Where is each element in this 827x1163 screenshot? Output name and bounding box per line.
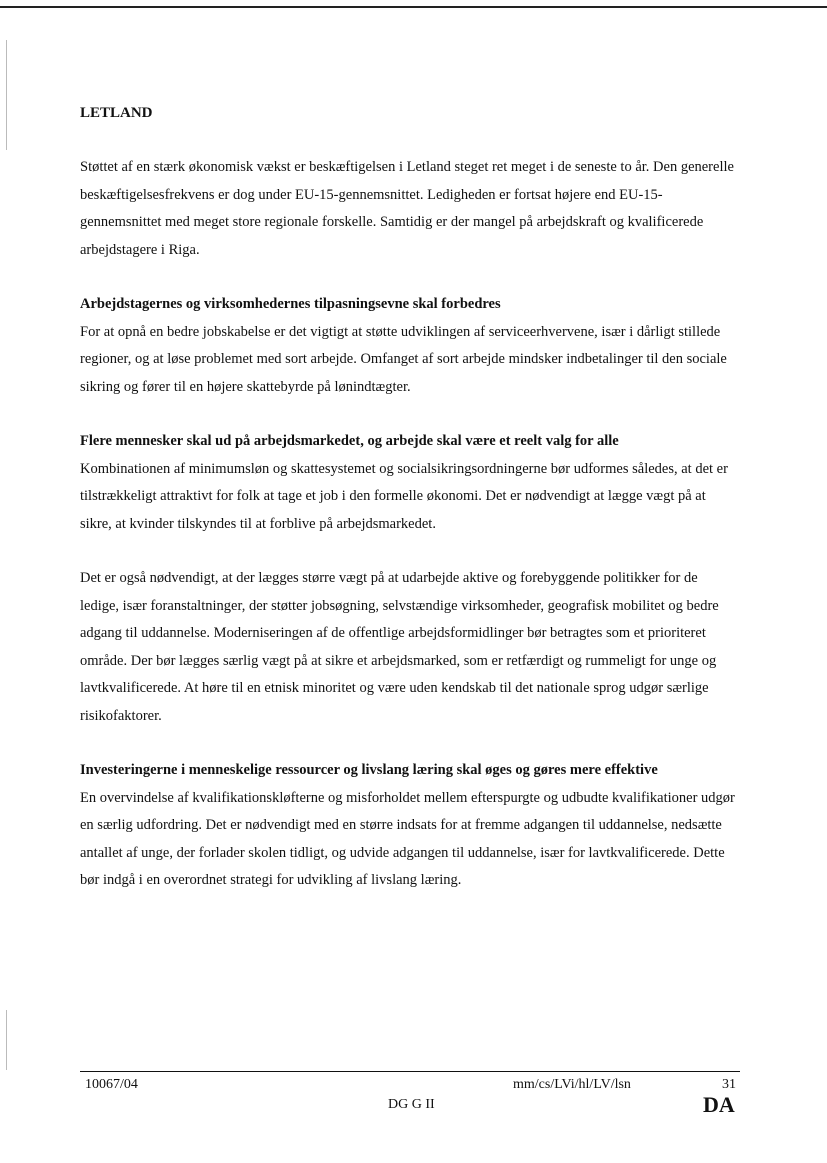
document-title: LETLAND (80, 105, 153, 121)
section-paragraph: Det er også nødvendigt, at der lægges større vægt på at udarbejde aktive og forebyggende politikker for de ledige, især foranstaltninger, der støtter jobsøgning, selvstændige virksomheder, geografisk mobilitet og bedre adgang til uddannelse. Moderniseringen af de offentlige arbejdsformidlinger bør betragtes som et prioriteret område. Der bør lægges særlig vægt på at sikre et arbejdsmarked, som er retfærdigt og rummeligt for unge og lavtkvalificerede. At høre til en etnisk minoritet og være uden kendskab til det nationale sprog udgør særlige risikofaktorer. (80, 570, 719, 724)
footer-page-number: 31 (722, 1077, 736, 1092)
section-heading: Flere mennesker skal ud på arbejdsmarkedet, og arbejde skal være et reelt valg for alle (80, 433, 619, 449)
footer-language: DA (703, 1092, 735, 1117)
section-heading: Arbejdstagernes og virksomhedernes tilpasningsevne skal forbedres (80, 296, 501, 312)
section-paragraph: For at opnå en bedre jobskabelse er det vigtigt at støtte udviklingen af serviceerhvervene, især i dårligt stillede regioner, og at løse problemet med sort arbejde. Omfanget af sort arbejde mindsker indbetalinger til den sociale sikring og fører til en højere skattebyrde på lønindtægter. (80, 323, 727, 395)
scan-margin-mark (6, 40, 7, 150)
section-adaptability (80, 291, 740, 401)
scan-margin-mark (6, 1010, 7, 1070)
section-human-resources (80, 757, 740, 895)
footer-code: mm/cs/LVi/hl/LV/lsn (513, 1077, 631, 1092)
top-border-line (0, 0, 827, 8)
section-paragraph: Kombinationen af minimumsløn og skattesystemet og socialsikringsordningerne bør udformes således, at det er tilstrækkeligt attraktivt for folk at tage et job i den formelle økonomi. Det er nødvendigt at lægge vægt på at sikre, at kvinder tilskyndes til at forblive på arbejdsmarkedet. (80, 460, 728, 532)
section-paragraph: En overvindelse af kvalifikationskløfterne og misforholdet mellem efterspurgte og udbudte kvalifikationer udgør en særlig udfordring. Det er nødvendigt med en større indsats for at fremme adgangen til uddannelse, nedsætte antallet af unge, der forlader skolen tidligt, og udvide adgangen til uddannelse, især for lavtkvalificerede. Dette bør indgå i en overordnet strategi for udvikling af livslang læring. (80, 789, 735, 888)
section-labour-market (80, 428, 740, 730)
section-heading: Investeringerne i menneskelige ressourcer og livslang læring skal øges og gøres mere effektive (80, 762, 658, 778)
page-content (80, 105, 740, 922)
footer-rule (80, 1071, 740, 1072)
intro-paragraph: Støttet af en stærk økonomisk vækst er beskæftigelsen i Letland steget ret meget i de seneste to år. Den generelle beskæftigelsesfrekvens er dog under EU-15-gennemsnittet. Ledigheden er fortsat højere end EU-15-gennemsnittet med meget store regionale forskelle. Samtidig er der mangel på arbejdskraft og kvalificerede arbejdstagere i Riga. (80, 159, 734, 258)
footer-doc-ref: 10067/04 (85, 1077, 138, 1092)
footer-dg: DG G II (388, 1097, 435, 1112)
